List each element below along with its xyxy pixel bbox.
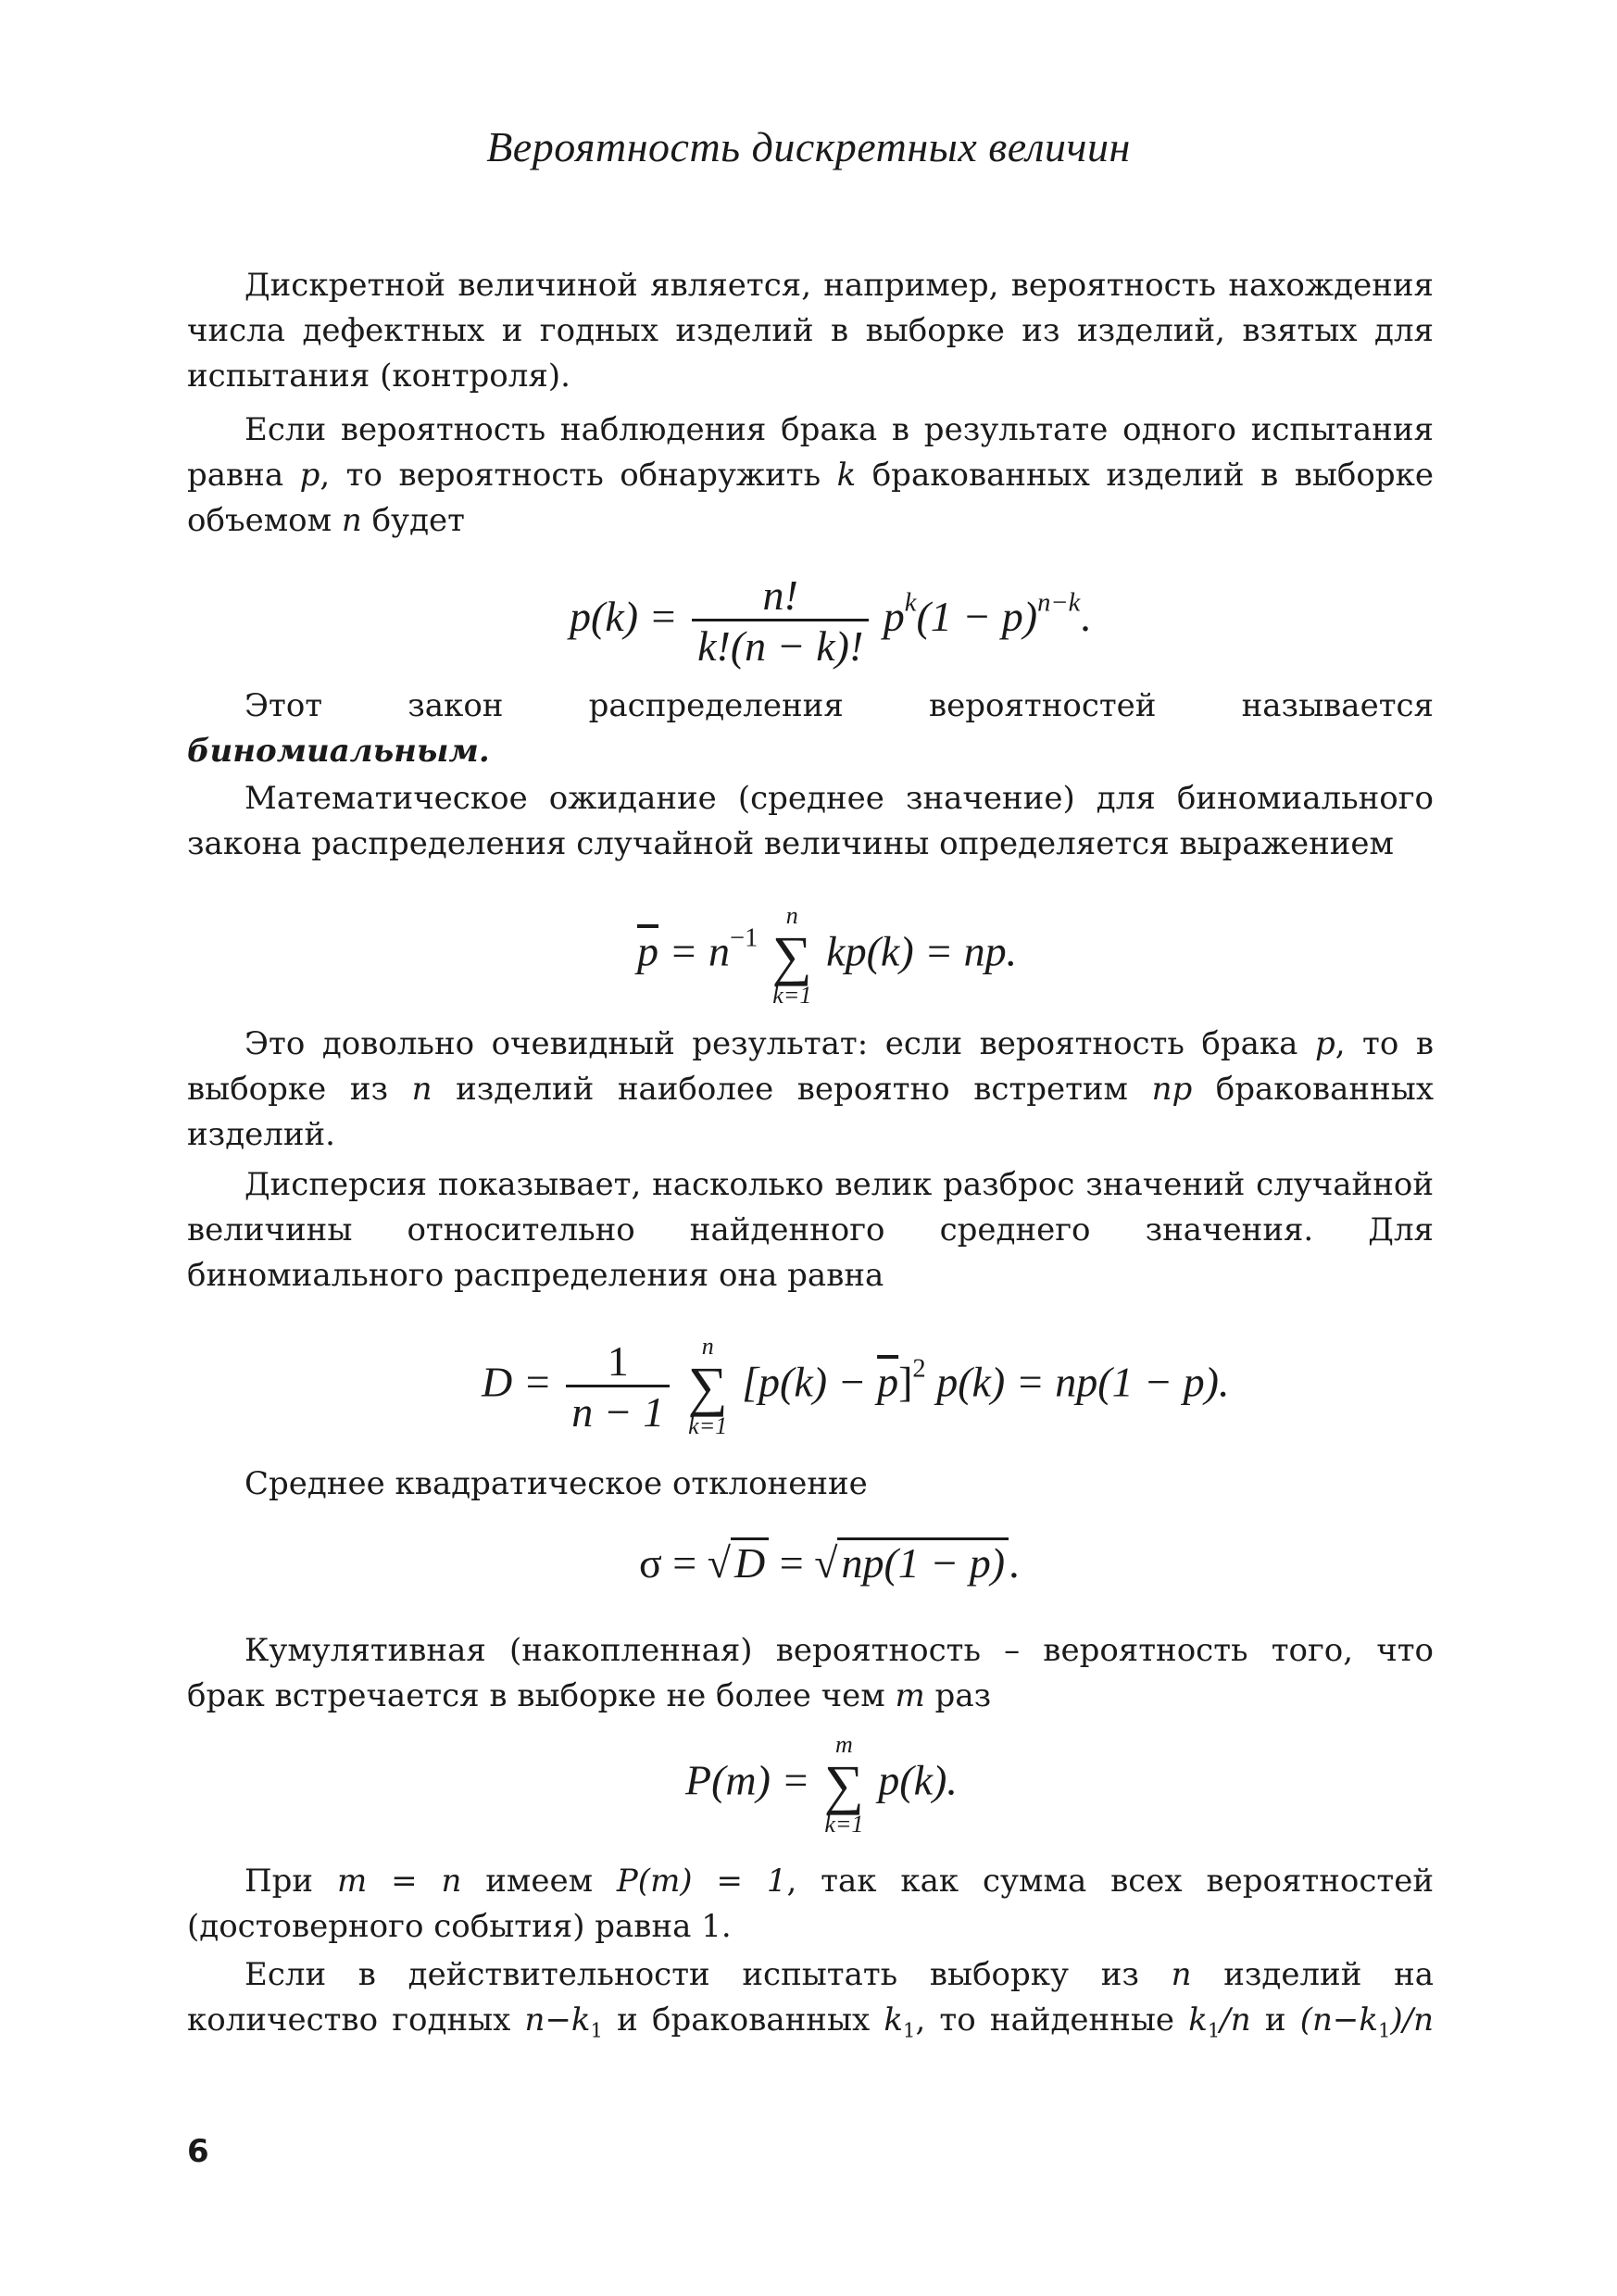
mean-formula: $\overline{p} = n^{-1}$ n ∑ k=1 kp(k) = np. — [637, 902, 1018, 1009]
paragraph-3: Этот закон распределения вероятностей называется биномиальным. — [187, 687, 1434, 770]
binomial-formula: p(k) = $\frac{n!}{k!(n - k)!}$ $p^k(1 - p)^{n-k}$. — [570, 571, 1091, 670]
paragraph-2: Если вероятность наблюдения брака в результате одного испытания равна p, то вероятность обнаружить k бракованных изделий в выборке объемом n будет — [187, 411, 1435, 539]
paragraph-7: Среднее квадратическое отклонение — [244, 1465, 868, 1502]
paragraph-1: Дискретной величиной является, например, вероятность нахождения числа дефектных и годных изделий в выборке из изделий, взятых для испытания (контроля). — [187, 267, 1434, 395]
paragraph-10: Если в действительности испытать выборку из n изделий на количество годных $n-k_1$ и бракованных $k_1$, то найденные $k_1/n$ и $(n-k_1)/n$ — [187, 1956, 1434, 2042]
variance-formula: D = $\frac{1}{n - 1}$ n ∑ k=1 $[p(k) - \overline{p}]^2$ p(k) = np(1 − p). — [482, 1333, 1230, 1439]
running-header: Вероятность дискретных величин — [486, 123, 1131, 170]
std-dev-formula: σ = √D = √np(1 − p). — [639, 1539, 1020, 1587]
paragraph-6: Дисперсия показывает, насколько велик разброс значений случайной величины относительно найденного среднего значения. Для биномиального распределения она равна — [187, 1166, 1434, 1294]
paragraph-8: Кумулятивная (накопленная) вероятность – вероятность того, что брак встречается в выборке не более чем m раз — [187, 1632, 1434, 1714]
page-number: 6 — [187, 2133, 209, 2170]
cumulative-formula: P(m) = m ∑ k=1 p(k). — [685, 1731, 958, 1838]
paragraph-9: При m = n имеем P(m) = 1, так как сумма всех вероятностей (достоверного события) равна 1. — [187, 1863, 1434, 1945]
paragraph-5: Это довольно очевидный результат: если вероятность брака p, то в выборке из n изделий наиболее вероятно встретим np бракованных изделий. — [187, 1025, 1435, 1153]
paragraph-4: Математическое ожидание (среднее значение) для биномиального закона распределения случайной величины определяется выражением — [187, 780, 1434, 862]
